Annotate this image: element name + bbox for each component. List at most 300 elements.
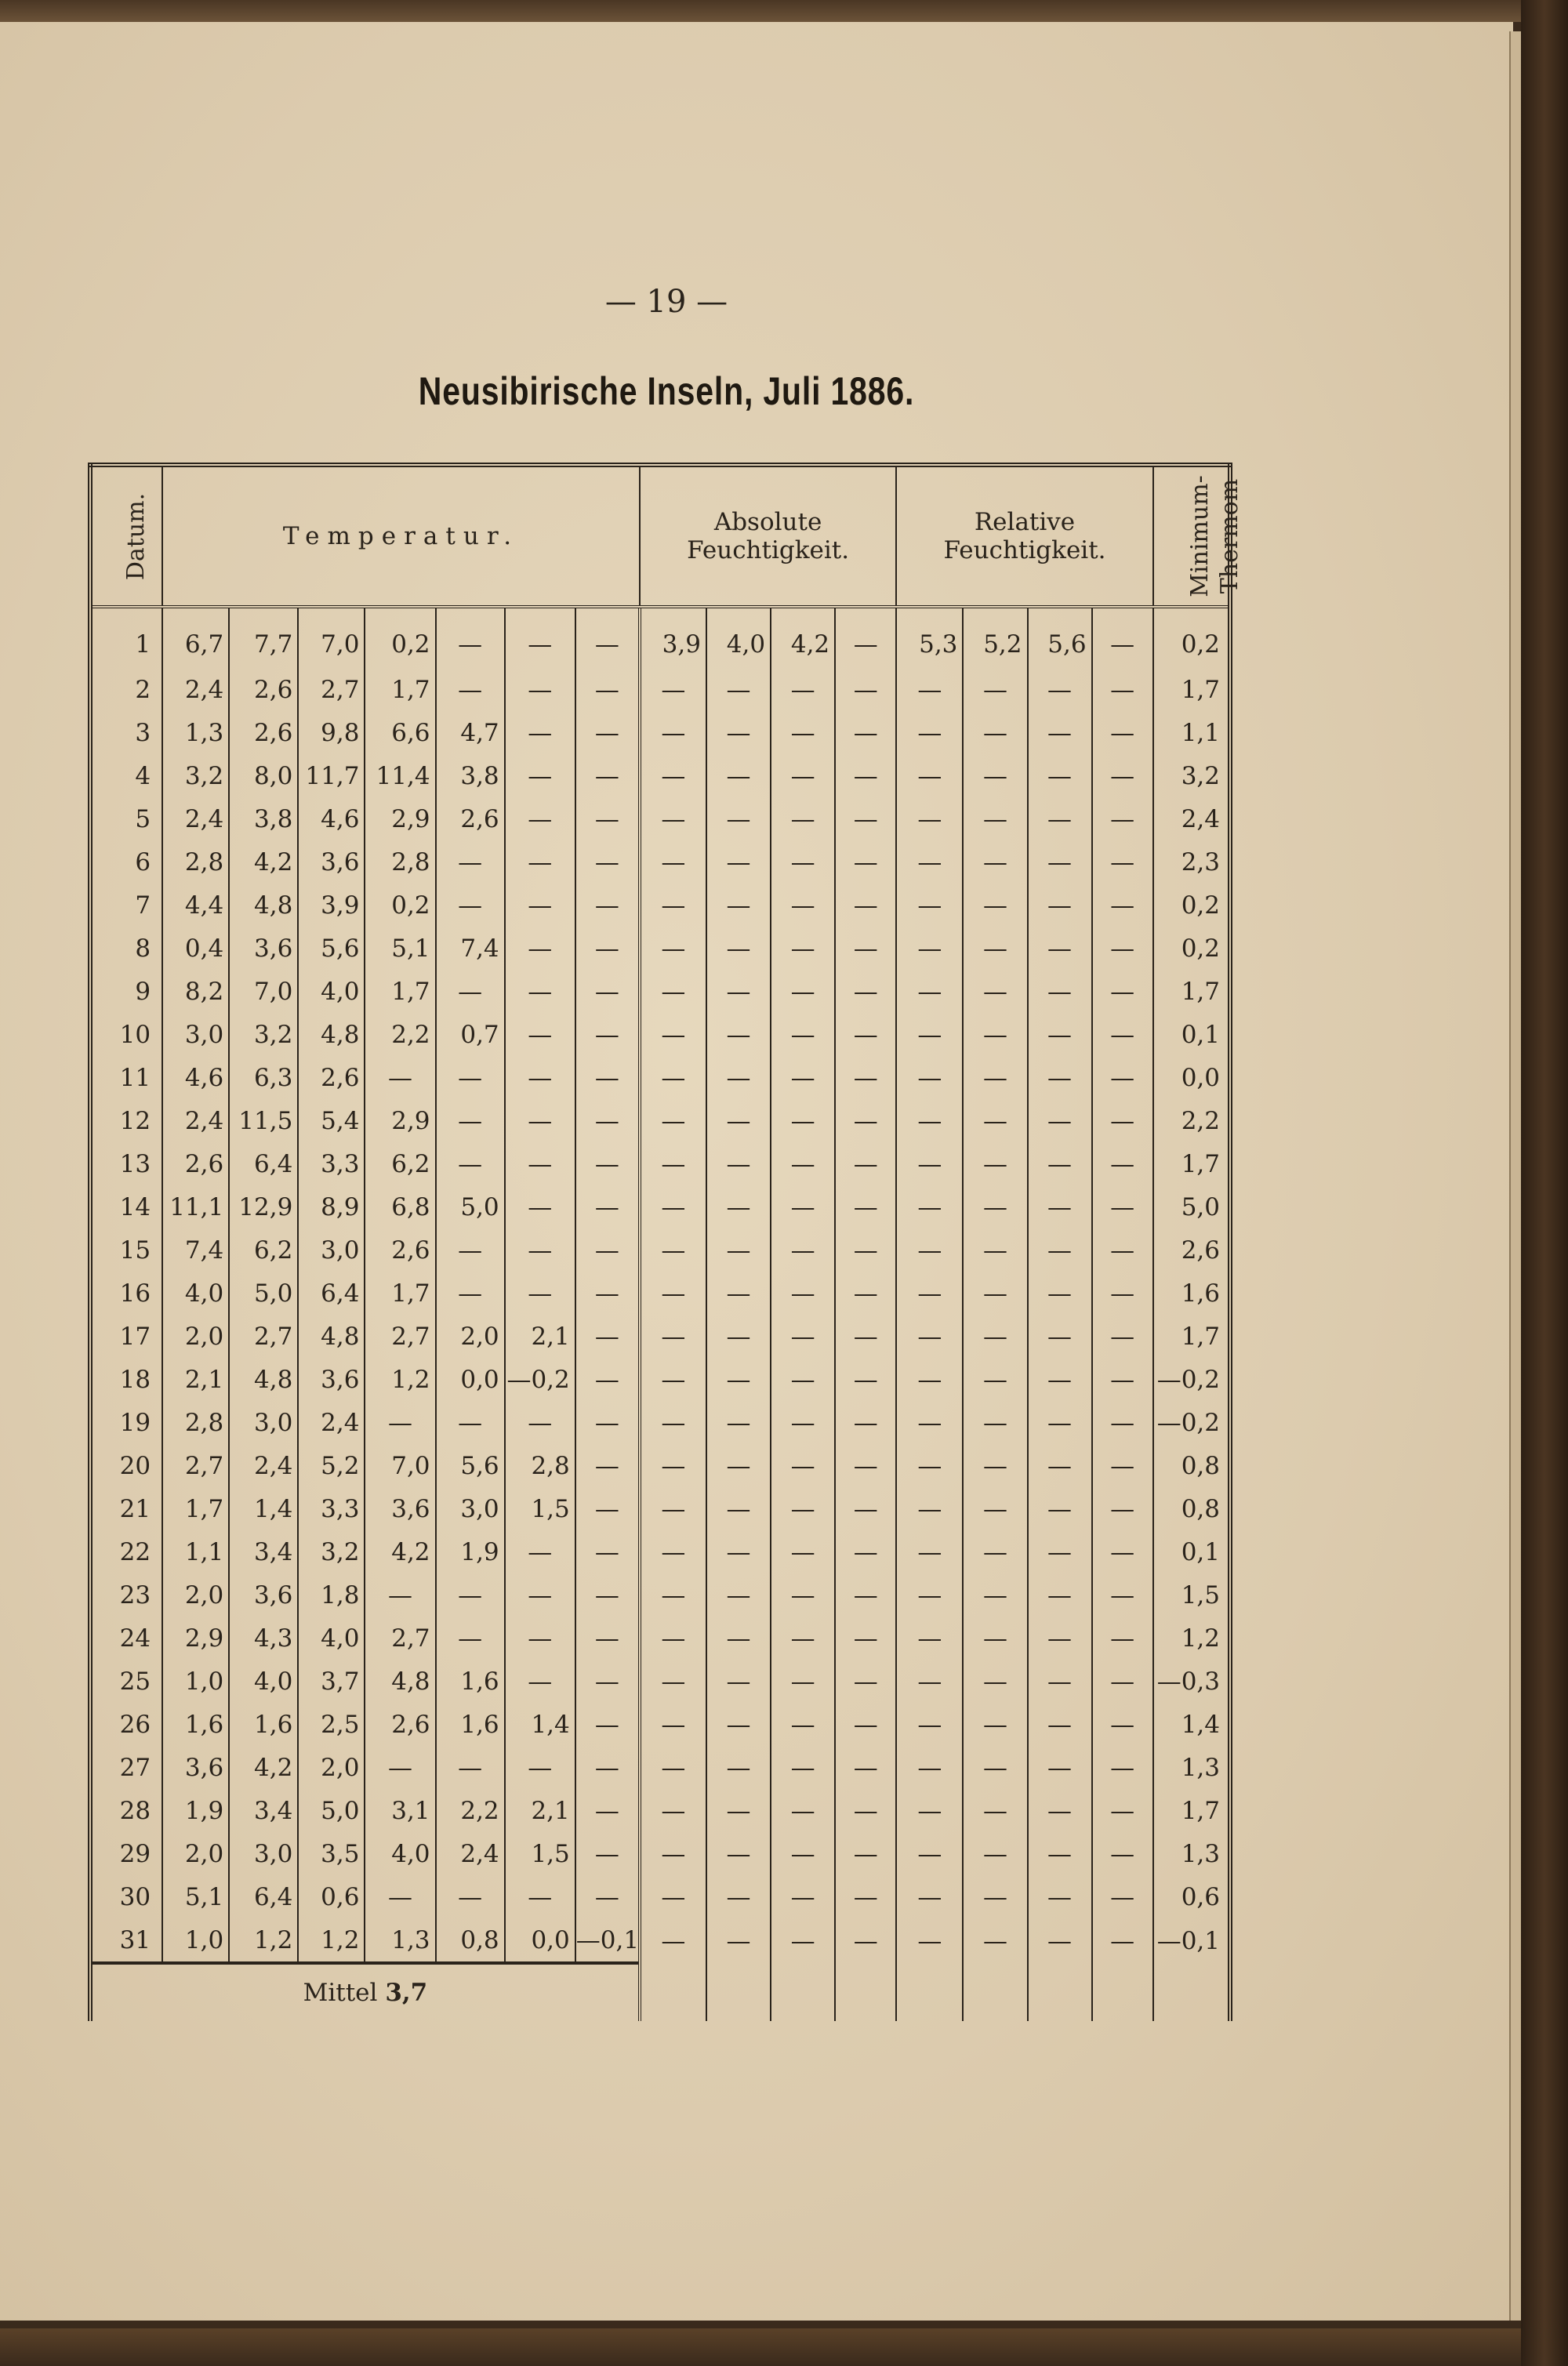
- temperature-cell: 2,8: [365, 840, 435, 884]
- empty-footer-cell: [640, 1963, 706, 2021]
- relative-humidity-cell: —: [1092, 711, 1153, 754]
- date-cell: 20: [90, 1444, 162, 1487]
- temperature-cell: 12,9: [229, 1185, 298, 1228]
- relative-humidity-cell: —: [896, 970, 963, 1013]
- absolute-humidity-cell: —: [835, 1315, 896, 1358]
- date-cell: 17: [90, 1315, 162, 1358]
- temperature-cell: —: [505, 1228, 575, 1272]
- temperature-cell: —: [436, 607, 505, 668]
- table-row: [90, 1530, 1230, 1573]
- relative-humidity-cell: —: [1092, 754, 1153, 797]
- temperature-cell: 4,0: [298, 970, 365, 1013]
- temperature-cell: 3,2: [298, 1530, 365, 1573]
- temperature-cell: —: [436, 884, 505, 927]
- relative-humidity-cell: —: [1092, 1228, 1153, 1272]
- temperature-cell: 2,9: [365, 1099, 435, 1142]
- minimum-thermometer-cell: —0,2: [1153, 1358, 1230, 1401]
- absolute-humidity-cell: —: [835, 1617, 896, 1660]
- table-row: [90, 668, 1230, 711]
- temperature-cell: 6,4: [298, 1272, 365, 1315]
- absolute-humidity-cell: —: [706, 884, 771, 927]
- temperature-cell: 3,3: [298, 1487, 365, 1530]
- relative-humidity-cell: —: [1028, 1099, 1092, 1142]
- date-cell: 10: [90, 1013, 162, 1056]
- temperature-cell: —: [436, 1272, 505, 1315]
- temperature-cell: —: [575, 1228, 640, 1272]
- absolute-humidity-cell: —: [771, 754, 835, 797]
- absolute-humidity-cell: —: [706, 1487, 771, 1530]
- relative-humidity-cell: —: [896, 1832, 963, 1875]
- empty-footer-cell: [1153, 1963, 1230, 2021]
- temperature-cell: —: [365, 1746, 435, 1789]
- temperature-cell: —: [365, 1056, 435, 1099]
- temperature-cell: 0,7: [436, 1013, 505, 1056]
- absolute-humidity-cell: —: [771, 1573, 835, 1617]
- absolute-humidity-cell: —: [706, 1272, 771, 1315]
- minimum-thermometer-cell: 2,3: [1153, 840, 1230, 884]
- absolute-humidity-cell: —: [640, 1487, 706, 1530]
- relative-humidity-cell: —: [963, 797, 1027, 840]
- temperature-cell: —: [436, 1142, 505, 1185]
- temperature-cell: 5,1: [162, 1875, 229, 1918]
- relative-humidity-cell: —: [1092, 1185, 1153, 1228]
- table-row: [90, 1315, 1230, 1358]
- absolute-humidity-cell: —: [835, 1789, 896, 1832]
- absolute-humidity-cell: —: [706, 1832, 771, 1875]
- temperature-cell: —: [505, 1272, 575, 1315]
- relative-humidity-cell: —: [963, 754, 1027, 797]
- temperature-cell: 2,0: [436, 1315, 505, 1358]
- absolute-humidity-cell: —: [706, 1444, 771, 1487]
- temperature-cell: 1,8: [298, 1573, 365, 1617]
- absolute-humidity-cell: —: [771, 797, 835, 840]
- relative-humidity-cell: —: [1092, 797, 1153, 840]
- mittel-cell: [90, 1963, 640, 2021]
- relative-humidity-cell: —: [1028, 668, 1092, 711]
- absolute-humidity-cell: —: [771, 1185, 835, 1228]
- temperature-cell: 2,7: [298, 668, 365, 711]
- table-row: [90, 1875, 1230, 1918]
- relative-humidity-cell: —: [963, 1013, 1027, 1056]
- temperature-cell: 1,7: [162, 1487, 229, 1530]
- temperature-cell: 1,6: [162, 1703, 229, 1746]
- relative-humidity-cell: —: [1028, 1918, 1092, 1963]
- temperature-cell: —: [575, 884, 640, 927]
- temperature-cell: 8,9: [298, 1185, 365, 1228]
- date-cell: 18: [90, 1358, 162, 1401]
- date-cell: 7: [90, 884, 162, 927]
- date-cell: 22: [90, 1530, 162, 1573]
- temperature-cell: 2,1: [505, 1315, 575, 1358]
- minimum-thermometer-cell: 0,2: [1153, 607, 1230, 668]
- empty-footer-cell: [835, 1963, 896, 2021]
- temperature-cell: 2,6: [162, 1142, 229, 1185]
- relative-humidity-cell: —: [1028, 970, 1092, 1013]
- header-temperatur: Temperatur.: [162, 465, 640, 607]
- temperature-cell: 2,4: [229, 1444, 298, 1487]
- relative-humidity-cell: —: [1028, 1530, 1092, 1573]
- temperature-cell: 8,2: [162, 970, 229, 1013]
- temperature-cell: —: [575, 1832, 640, 1875]
- relative-humidity-cell: —: [896, 927, 963, 970]
- table-row: [90, 1918, 1230, 1963]
- relative-humidity-cell: —: [963, 1272, 1027, 1315]
- temperature-cell: 2,8: [162, 840, 229, 884]
- temperature-cell: 4,3: [229, 1617, 298, 1660]
- relative-humidity-cell: —: [963, 1746, 1027, 1789]
- absolute-humidity-cell: —: [771, 1099, 835, 1142]
- relative-humidity-cell: —: [963, 1315, 1027, 1358]
- relative-humidity-cell: —: [896, 711, 963, 754]
- relative-humidity-cell: —: [963, 1056, 1027, 1099]
- temperature-cell: —: [436, 1617, 505, 1660]
- relative-humidity-cell: —: [896, 1401, 963, 1444]
- relative-humidity-cell: —: [1028, 1703, 1092, 1746]
- temperature-cell: 3,3: [298, 1142, 365, 1185]
- temperature-cell: —: [436, 1099, 505, 1142]
- absolute-humidity-cell: —: [771, 711, 835, 754]
- temperature-cell: —: [575, 1099, 640, 1142]
- minimum-thermometer-cell: 0,1: [1153, 1013, 1230, 1056]
- temperature-cell: —: [436, 970, 505, 1013]
- relative-humidity-cell: —: [1092, 1013, 1153, 1056]
- absolute-humidity-cell: —: [640, 1875, 706, 1918]
- table-row: [90, 840, 1230, 884]
- temperature-cell: 5,0: [436, 1185, 505, 1228]
- relative-humidity-cell: —: [1028, 1401, 1092, 1444]
- weather-table: [88, 463, 1243, 2021]
- temperature-cell: 1,1: [162, 1530, 229, 1573]
- absolute-humidity-cell: —: [640, 668, 706, 711]
- temperature-cell: 1,3: [162, 711, 229, 754]
- temperature-cell: 7,4: [162, 1228, 229, 1272]
- temperature-cell: 4,8: [229, 1358, 298, 1401]
- table-row: [90, 927, 1230, 970]
- temperature-cell: 3,0: [162, 1013, 229, 1056]
- temperature-cell: 4,2: [365, 1530, 435, 1573]
- relative-humidity-cell: —: [1092, 1617, 1153, 1660]
- date-cell: 5: [90, 797, 162, 840]
- absolute-humidity-cell: 3,9: [640, 607, 706, 668]
- relative-humidity-cell: —: [1092, 668, 1153, 711]
- temperature-cell: 3,0: [229, 1401, 298, 1444]
- temperature-cell: 2,7: [162, 1444, 229, 1487]
- absolute-humidity-cell: —: [835, 1530, 896, 1573]
- temperature-cell: 2,6: [436, 797, 505, 840]
- absolute-humidity-cell: —: [706, 840, 771, 884]
- absolute-humidity-cell: —: [771, 1487, 835, 1530]
- temperature-cell: 1,2: [365, 1358, 435, 1401]
- date-cell: 13: [90, 1142, 162, 1185]
- temperature-cell: —: [575, 1487, 640, 1530]
- minimum-thermometer-cell: 1,5: [1153, 1573, 1230, 1617]
- table-row: [90, 1573, 1230, 1617]
- table-row: [90, 1099, 1230, 1142]
- mittel-row: [90, 1963, 1230, 2021]
- temperature-cell: —: [505, 607, 575, 668]
- minimum-thermometer-cell: 1,7: [1153, 1142, 1230, 1185]
- relative-humidity-cell: —: [1028, 1487, 1092, 1530]
- page-title: Neusibirische Inseln, Juli 1886.: [418, 369, 915, 413]
- absolute-humidity-cell: —: [706, 711, 771, 754]
- date-cell: 31: [90, 1918, 162, 1963]
- relative-humidity-cell: —: [963, 1099, 1027, 1142]
- relative-humidity-cell: —: [1028, 927, 1092, 970]
- temperature-cell: —: [575, 1746, 640, 1789]
- minimum-thermometer-cell: 2,4: [1153, 797, 1230, 840]
- temperature-cell: 1,0: [162, 1918, 229, 1963]
- table-row: [90, 1832, 1230, 1875]
- temperature-cell: 6,6: [365, 711, 435, 754]
- relative-humidity-cell: —: [963, 711, 1027, 754]
- relative-humidity-cell: —: [963, 1875, 1027, 1918]
- relative-humidity-cell: —: [896, 1703, 963, 1746]
- date-cell: 25: [90, 1660, 162, 1703]
- absolute-humidity-cell: —: [640, 1315, 706, 1358]
- table-row: [90, 1617, 1230, 1660]
- temperature-cell: —: [365, 1573, 435, 1617]
- relative-humidity-cell: —: [1092, 1875, 1153, 1918]
- table-row: [90, 884, 1230, 927]
- absolute-humidity-cell: —: [771, 1358, 835, 1401]
- relative-humidity-cell: —: [1092, 1832, 1153, 1875]
- temperature-cell: —: [505, 1056, 575, 1099]
- relative-humidity-cell: —: [1092, 1315, 1153, 1358]
- temperature-cell: 6,2: [365, 1142, 435, 1185]
- temperature-cell: 2,4: [436, 1832, 505, 1875]
- relative-humidity-cell: —: [1092, 1746, 1153, 1789]
- temperature-cell: 4,8: [365, 1660, 435, 1703]
- absolute-humidity-cell: —: [706, 1358, 771, 1401]
- minimum-thermometer-cell: 0,2: [1153, 884, 1230, 927]
- temperature-cell: 4,7: [436, 711, 505, 754]
- temperature-cell: 4,0: [365, 1832, 435, 1875]
- mittel-value: 3,7: [385, 1979, 428, 2007]
- temperature-cell: —0,1: [575, 1918, 640, 1963]
- relative-humidity-cell: —: [1028, 797, 1092, 840]
- minimum-thermometer-cell: 0,2: [1153, 927, 1230, 970]
- date-cell: 6: [90, 840, 162, 884]
- absolute-humidity-cell: —: [835, 1444, 896, 1487]
- absolute-humidity-cell: —: [706, 1315, 771, 1358]
- temperature-cell: 0,2: [365, 607, 435, 668]
- date-cell: 11: [90, 1056, 162, 1099]
- absolute-humidity-cell: —: [771, 927, 835, 970]
- absolute-humidity-cell: —: [835, 1358, 896, 1401]
- absolute-humidity-cell: —: [640, 1142, 706, 1185]
- temperature-cell: —: [505, 927, 575, 970]
- minimum-thermometer-cell: 1,7: [1153, 970, 1230, 1013]
- absolute-humidity-cell: —: [706, 1099, 771, 1142]
- temperature-cell: —: [505, 1617, 575, 1660]
- minimum-thermometer-cell: 5,0: [1153, 1185, 1230, 1228]
- temperature-cell: 7,0: [298, 607, 365, 668]
- temperature-cell: 7,7: [229, 607, 298, 668]
- temperature-cell: —: [365, 1401, 435, 1444]
- relative-humidity-cell: —: [963, 840, 1027, 884]
- temperature-cell: 11,4: [365, 754, 435, 797]
- relative-humidity-cell: —: [963, 1185, 1027, 1228]
- temperature-cell: 1,6: [436, 1703, 505, 1746]
- empty-footer-cell: [771, 1963, 835, 2021]
- minimum-thermometer-cell: 2,2: [1153, 1099, 1230, 1142]
- minimum-thermometer-cell: 2,6: [1153, 1228, 1230, 1272]
- temperature-cell: 11,5: [229, 1099, 298, 1142]
- temperature-cell: —: [505, 1530, 575, 1573]
- temperature-cell: 0,0: [505, 1918, 575, 1963]
- relative-humidity-cell: —: [963, 1487, 1027, 1530]
- temperature-cell: 5,6: [436, 1444, 505, 1487]
- temperature-cell: 2,0: [298, 1746, 365, 1789]
- date-cell: 8: [90, 927, 162, 970]
- temperature-cell: 6,8: [365, 1185, 435, 1228]
- absolute-humidity-cell: —: [835, 1142, 896, 1185]
- temperature-cell: 2,6: [365, 1703, 435, 1746]
- temperature-cell: 5,0: [298, 1789, 365, 1832]
- relative-humidity-cell: —: [1092, 840, 1153, 884]
- temperature-cell: 3,0: [229, 1832, 298, 1875]
- empty-footer-cell: [1092, 1963, 1153, 2021]
- temperature-cell: 2,1: [162, 1358, 229, 1401]
- table-row: [90, 1401, 1230, 1444]
- absolute-humidity-cell: —: [640, 884, 706, 927]
- temperature-cell: 2,8: [162, 1401, 229, 1444]
- relative-humidity-cell: —: [896, 1099, 963, 1142]
- temperature-cell: 1,9: [436, 1530, 505, 1573]
- temperature-cell: 4,0: [229, 1660, 298, 1703]
- absolute-humidity-cell: —: [835, 840, 896, 884]
- temperature-cell: —: [575, 1660, 640, 1703]
- header-datum: Datum.: [90, 465, 162, 607]
- temperature-cell: 7,0: [365, 1444, 435, 1487]
- page-number: — 19 —: [604, 284, 728, 320]
- date-cell: 3: [90, 711, 162, 754]
- relative-humidity-cell: —: [963, 1142, 1027, 1185]
- date-cell: 29: [90, 1832, 162, 1875]
- absolute-humidity-cell: —: [771, 840, 835, 884]
- absolute-humidity-cell: —: [771, 1746, 835, 1789]
- absolute-humidity-cell: —: [640, 1185, 706, 1228]
- header-absolute-feuchtigkeit: Absolute Feuchtigkeit.: [640, 465, 896, 607]
- temperature-cell: 2,0: [162, 1832, 229, 1875]
- absolute-humidity-cell: —: [835, 1832, 896, 1875]
- temperature-cell: —: [575, 1142, 640, 1185]
- temperature-cell: —: [575, 1875, 640, 1918]
- relative-humidity-cell: —: [963, 1918, 1027, 1963]
- temperature-cell: —: [436, 1746, 505, 1789]
- absolute-humidity-cell: —: [771, 1875, 835, 1918]
- absolute-humidity-cell: —: [771, 1056, 835, 1099]
- temperature-cell: 1,5: [505, 1832, 575, 1875]
- relative-humidity-cell: —: [963, 1660, 1027, 1703]
- relative-humidity-cell: —: [896, 1746, 963, 1789]
- date-cell: 16: [90, 1272, 162, 1315]
- absolute-humidity-cell: —: [640, 1228, 706, 1272]
- temperature-cell: —: [575, 1358, 640, 1401]
- relative-humidity-cell: —: [896, 884, 963, 927]
- temperature-cell: 7,4: [436, 927, 505, 970]
- temperature-cell: 1,2: [229, 1918, 298, 1963]
- temperature-cell: —: [575, 1617, 640, 1660]
- temperature-cell: 4,6: [162, 1056, 229, 1099]
- temperature-cell: 2,6: [229, 668, 298, 711]
- relative-humidity-cell: —: [963, 1401, 1027, 1444]
- absolute-humidity-cell: —: [640, 1056, 706, 1099]
- absolute-humidity-cell: —: [771, 1617, 835, 1660]
- temperature-cell: —: [575, 1444, 640, 1487]
- relative-humidity-cell: —: [1092, 1573, 1153, 1617]
- absolute-humidity-cell: —: [640, 1272, 706, 1315]
- temperature-cell: —: [436, 668, 505, 711]
- temperature-cell: 2,4: [162, 1099, 229, 1142]
- absolute-humidity-cell: —: [706, 754, 771, 797]
- temperature-cell: —: [575, 754, 640, 797]
- temperature-cell: 3,2: [229, 1013, 298, 1056]
- temperature-cell: 0,6: [298, 1875, 365, 1918]
- relative-humidity-cell: —: [1092, 1272, 1153, 1315]
- temperature-cell: 4,2: [229, 840, 298, 884]
- relative-humidity-cell: —: [963, 1228, 1027, 1272]
- temperature-cell: —0,2: [505, 1358, 575, 1401]
- absolute-humidity-cell: —: [771, 1013, 835, 1056]
- absolute-humidity-cell: —: [771, 1315, 835, 1358]
- relative-humidity-cell: —: [896, 797, 963, 840]
- minimum-thermometer-cell: 1,1: [1153, 711, 1230, 754]
- temperature-cell: 2,2: [436, 1789, 505, 1832]
- temperature-cell: 6,2: [229, 1228, 298, 1272]
- absolute-humidity-cell: —: [835, 927, 896, 970]
- absolute-humidity-cell: —: [835, 970, 896, 1013]
- absolute-humidity-cell: —: [835, 1056, 896, 1099]
- temperature-cell: —: [575, 668, 640, 711]
- relative-humidity-cell: —: [963, 1703, 1027, 1746]
- absolute-humidity-cell: —: [640, 711, 706, 754]
- date-cell: 24: [90, 1617, 162, 1660]
- relative-humidity-cell: —: [1028, 1617, 1092, 1660]
- temperature-cell: —: [505, 668, 575, 711]
- temperature-cell: —: [575, 607, 640, 668]
- relative-humidity-cell: —: [1092, 1142, 1153, 1185]
- header-minimum-thermometer: Minimum- Thermom: [1153, 465, 1230, 607]
- temperature-cell: 6,4: [229, 1875, 298, 1918]
- minimum-thermometer-cell: 0,8: [1153, 1444, 1230, 1487]
- temperature-cell: 3,5: [298, 1832, 365, 1875]
- minimum-thermometer-cell: 1,3: [1153, 1746, 1230, 1789]
- relative-humidity-cell: —: [1028, 1142, 1092, 1185]
- minimum-thermometer-cell: 1,7: [1153, 1789, 1230, 1832]
- absolute-humidity-cell: —: [640, 1573, 706, 1617]
- absolute-humidity-cell: —: [706, 1746, 771, 1789]
- temperature-cell: 3,4: [229, 1789, 298, 1832]
- temperature-cell: —: [505, 884, 575, 927]
- relative-humidity-cell: —: [963, 1530, 1027, 1573]
- absolute-humidity-cell: —: [835, 1185, 896, 1228]
- header-row: [90, 465, 1230, 607]
- temperature-cell: 4,8: [229, 884, 298, 927]
- temperature-cell: 5,4: [298, 1099, 365, 1142]
- relative-humidity-cell: —: [896, 1617, 963, 1660]
- temperature-cell: —: [505, 1875, 575, 1918]
- temperature-cell: 4,2: [229, 1746, 298, 1789]
- minimum-thermometer-cell: 1,7: [1153, 1315, 1230, 1358]
- relative-humidity-cell: —: [896, 1530, 963, 1573]
- temperature-cell: 3,6: [298, 1358, 365, 1401]
- temperature-cell: 4,0: [298, 1617, 365, 1660]
- table-row: [90, 1185, 1230, 1228]
- temperature-cell: —: [436, 1228, 505, 1272]
- temperature-cell: —: [575, 1013, 640, 1056]
- relative-humidity-cell: —: [1028, 1573, 1092, 1617]
